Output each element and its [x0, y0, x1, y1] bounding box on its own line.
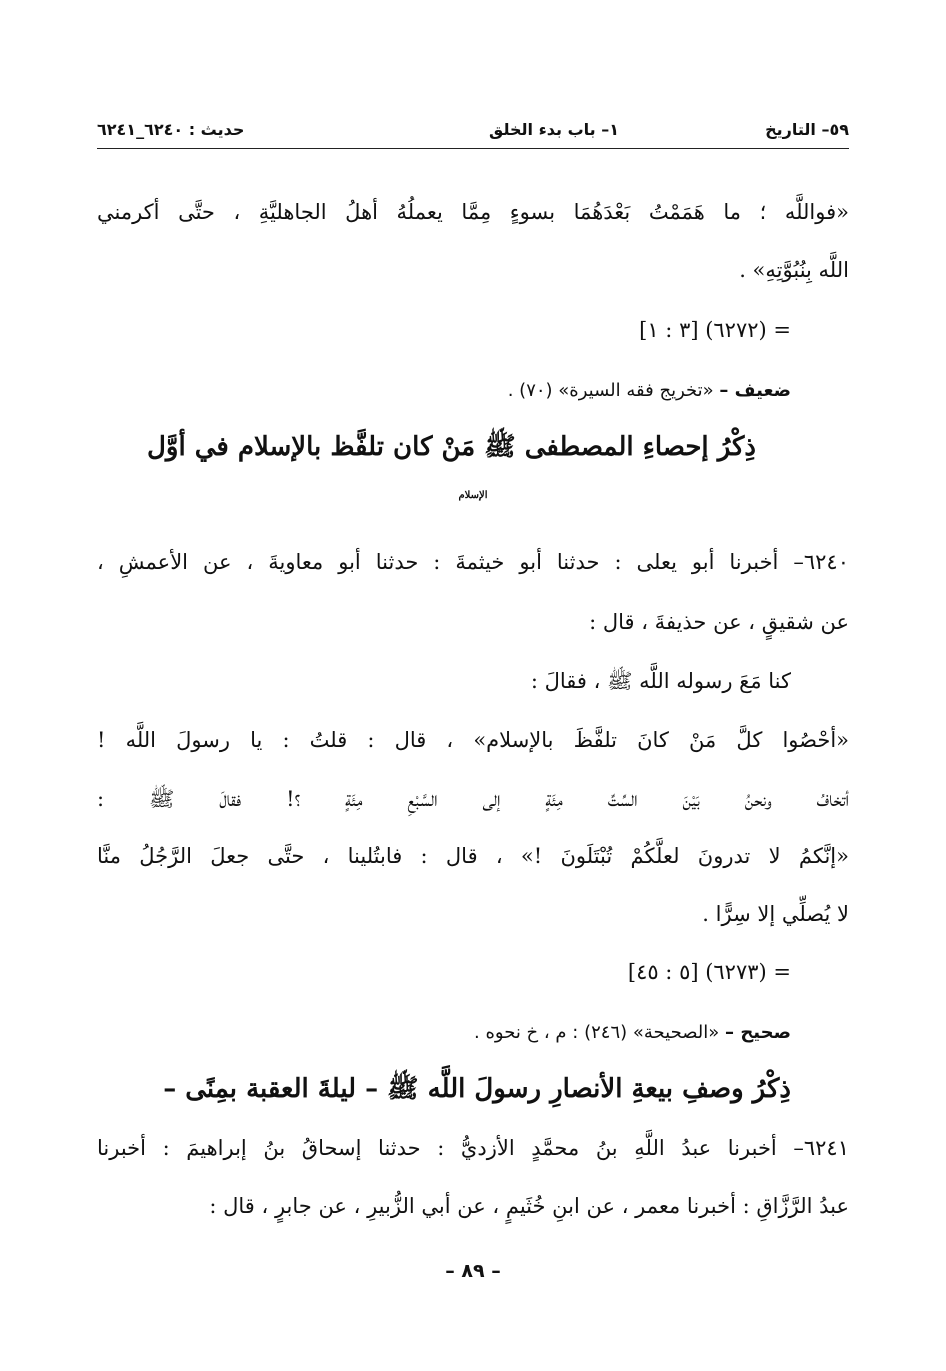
- header-hadith-range: حديث : ٦٢٤٠_٦٢٤١: [97, 120, 245, 139]
- text-line-1: «فواللَّه ؛ ما هَمَمْتُ بَعْدَهُمَا بسوءٍ مِمَّا يعملُهُ أهلُ الجاهليَّةِ ، حتَّى أكرمني: [97, 200, 849, 224]
- hadith-6240-text-4: «إنَّكمُ لا تدرونَ لعلَّكُمْ تُبْتَلَونَ !» ، قال : فابتُلينا ، حتَّى جعلَ الرَّجُلُ منَّا: [97, 844, 849, 868]
- grading-label: ضعيف –: [719, 380, 791, 401]
- hadith-6240-text-2: «أحْصُوا كلَّ مَنْ كانَ تلفَّظَ بالإسلام» ، قال : قلتُ : يا رسولَ اللَّه !: [97, 728, 850, 752]
- section-heading-2: ذِكْرُ وصفِ بيعةِ الأنصارِ رسولَ اللَّه ﷺ – ليلةَ العقبة بمِنًى –: [163, 1074, 791, 1104]
- hadith-6240-text-5: لا يُصلِّي إلا سِرًّا .: [702, 902, 849, 926]
- header-chapter-title: ١– باب بدء الخلق: [489, 120, 619, 139]
- hadith-6240-text-3: أتخافُ ونحنُ بَيْنَ السِّتِّ مِئَةٍ إلى السَّبْعِ مِئَةٍ ؟! فقالَ ﷺ :: [97, 787, 849, 811]
- grading-line-2: [474, 1022, 791, 1043]
- grading-label-2: صحيح –: [725, 1022, 791, 1043]
- header-divider: [97, 148, 849, 149]
- section-heading-1-cont: الإسلام: [458, 490, 488, 501]
- grading-line-1: [508, 380, 791, 401]
- page-number: – ٨٩ –: [445, 1260, 501, 1282]
- running-header: [97, 112, 849, 146]
- hadith-6240-text-1: كنا مَعَ رسوله اللَّه ﷺ ، فقالَ :: [530, 669, 791, 693]
- hadith-6240-chain-2: عن شقيقٍ ، عن حذيفةَ ، قال :: [589, 610, 849, 634]
- grading-source-2: «الصحيحة» (٢٤٦) : م ، خ نحوه .: [474, 1022, 720, 1043]
- reference-line-1: = (٦٢٧٢) [٣ : ١]: [639, 318, 791, 342]
- hadith-6240-chain-1: ٦٢٤٠– أخبرنا أبو يعلى : حدثنا أبو خيثمةَ : حدثنا أبو معاويةَ ، عن الأعمشِ ،: [97, 550, 849, 574]
- text-line-2: اللَّه بِنُبُوَّتِهِ» .: [739, 258, 849, 282]
- header-book-title: ٥٩– التاريخ: [765, 120, 849, 139]
- grading-source: «تخريج فقه السيرة» (٧٠) .: [507, 380, 714, 401]
- hadith-6241-chain-1: ٦٢٤١– أخبرنا عبدُ اللَّهِ بنُ محمَّدٍ الأزديُّ : حدثنا إسحاقُ بنُ إبراهيمَ : أخبرنا: [97, 1136, 849, 1160]
- hadith-6241-chain-2: عبدُ الرَّزَّاقِ : أخبرنا معمر ، عن ابنِ خُثَيمٍ ، عن أبي الزُّبيرِ ، عن جابرٍ ، قال :: [209, 1194, 849, 1218]
- reference-line-2: = (٦٢٧٣) [٥ : ٤٥]: [627, 960, 791, 984]
- section-heading-1: ذِكْرُ إحصاءِ المصطفى ﷺ مَنْ كان تلفَّظ بالإسلام في أوَّل: [147, 432, 756, 462]
